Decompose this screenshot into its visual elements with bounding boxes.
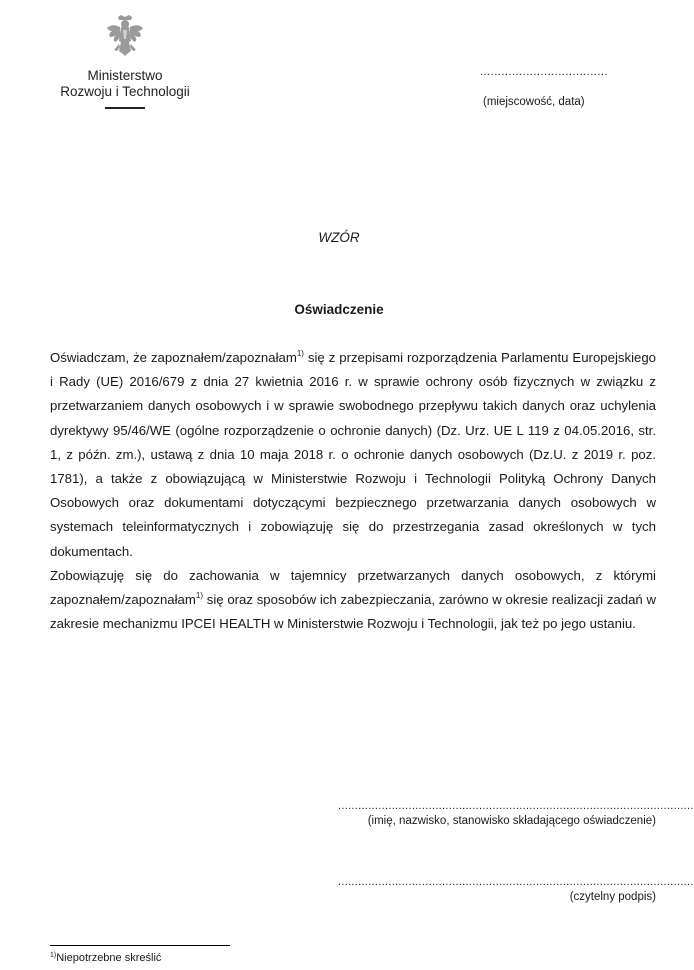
paragraph-1-start: Oświadczam, że zapoznałem/zapoznałam xyxy=(50,350,297,365)
pattern-label: WZÓR xyxy=(318,230,360,245)
place-date-label: (miejscowość, data) xyxy=(483,96,585,108)
polish-eagle-emblem-icon xyxy=(105,14,145,60)
logo-divider xyxy=(105,107,145,109)
footnote-marker: 1) xyxy=(50,952,57,959)
signature-label: (czytelny podpis) xyxy=(569,891,656,903)
name-signature-field: .......................................................................................................... xyxy=(338,800,694,812)
document-body xyxy=(50,346,656,636)
name-signature-label: (imię, nazwisko, stanowisko składającego oświadczenie) xyxy=(367,815,656,827)
ministry-name-line1: Ministerstwo xyxy=(87,68,163,83)
paragraph-1 xyxy=(50,346,656,564)
paragraph-2-rest: się oraz sposobów ich zabezpieczania, zarówno w okresie realizacji zadań w zakresie mechanizmu IPCEI HEALTH w Ministerstwie Rozwoju i Technologii, jak też po jego ustaniu. xyxy=(50,592,656,632)
footnote-divider xyxy=(50,945,230,946)
ministry-name-line2: Rozwoju i Technologii xyxy=(60,84,190,99)
footnote-ref: 1) xyxy=(195,591,204,601)
paragraph-1-rest: się z przepisami rozporządzenia Parlamentu Europejskiego i Rady (UE) 2016/679 z dnia 27 kwietnia 2016 r. w sprawie ochrony osób fizycznych w związku z przetwarzaniem danych osobowych i w sprawie swobodnego przepływu takich danych oraz uchylenia dyrektywy 95/46/WE (ogólne rozporządzenie o ochronie danych) (Dz. Urz. UE L 119 z 04.05.2016, str. 1, z późn. zm.), ustawą z dnia 10 maja 2018 r. o ochronie danych osobowych (Dz.U. z 2019 r. poz. 1781), a także z obowiązującą w Ministerstwie Rozwoju i Technologii Polityką Ochrony Danych Osobowych oraz dokumentami dotyczącymi bezpiecznego przetwarzania danych osobowych w systemach teleinformatycznych i zobowiązuję się do przestrzegania zasad określonych w tych dokumentach. xyxy=(50,350,656,559)
footnote-ref: 1) xyxy=(296,349,304,358)
place-date-field: .................................... xyxy=(480,66,609,78)
paragraph-2 xyxy=(50,564,656,637)
ministry-logo xyxy=(40,14,210,109)
paragraph-2-start: Zobowiązuję się do zachowania w tajemnicy przetwarzanych danych osobowych, z którymi zapoznałem/zapoznałam xyxy=(50,567,656,608)
ministry-name xyxy=(40,68,210,100)
document-title: Oświadczenie xyxy=(294,302,384,317)
footnote-text: Niepotrzebne skreślić xyxy=(56,952,162,964)
footnote xyxy=(50,952,161,964)
signature-field: .......................................................................................................... xyxy=(338,876,694,888)
